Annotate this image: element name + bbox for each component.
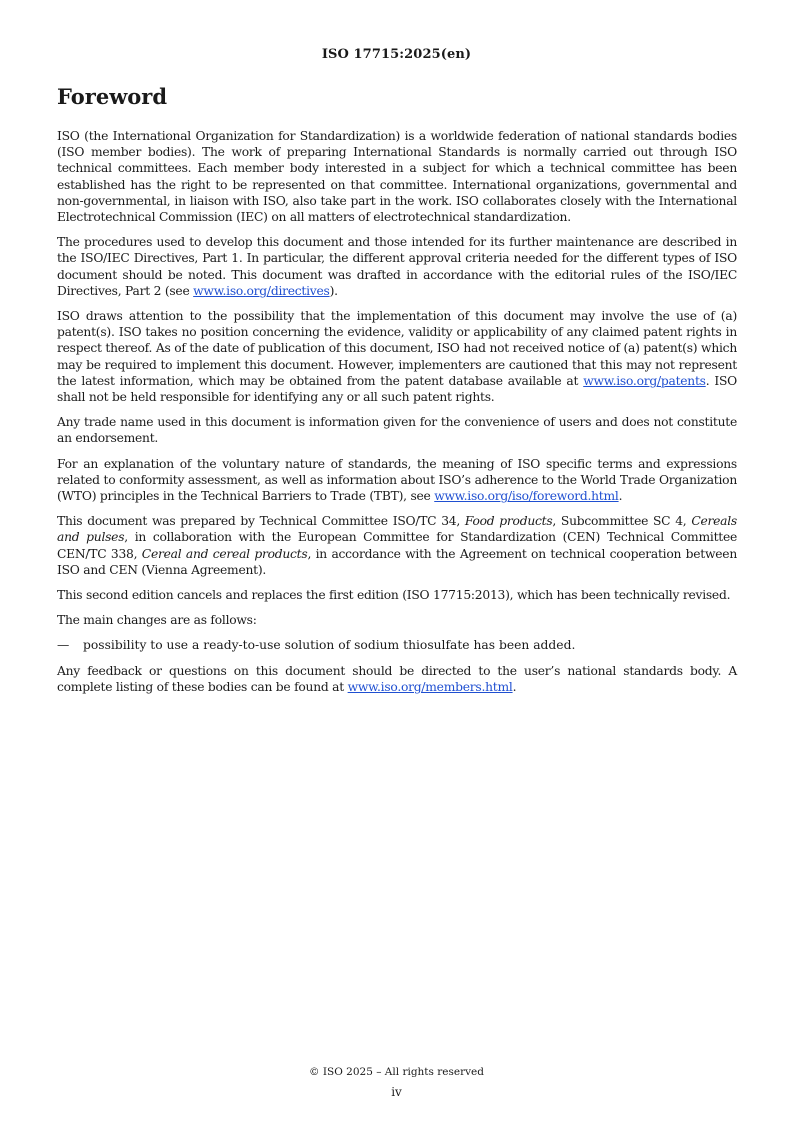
committee-text-c: , Subcommittee SC 4, bbox=[552, 514, 692, 529]
committee-text-g: , in accordance with the Agreement on technical cooperation between ISO and CEN (Vienna Agreement). bbox=[57, 546, 738, 577]
paragraph-feedback bbox=[57, 663, 737, 695]
paragraph-procedures bbox=[57, 234, 737, 299]
patents-link[interactable]: www.iso.org/patents bbox=[583, 373, 706, 388]
list-item-text: possibility to use a ready-to-use solution of sodium thiosulfate has been added. bbox=[83, 638, 576, 653]
page-number: iv bbox=[391, 1085, 402, 1099]
paragraph-trade-name: Any trade name used in this document is information given for the convenience of users and does not constitute an endorsement. bbox=[57, 415, 737, 446]
paragraph-patents bbox=[57, 308, 737, 405]
paragraph-iso-intro: ISO (the International Organization for Standardization) is a worldwide federation of national standards bodies (ISO member bodies). The work of preparing International Standards is normally carried out through ISO technical committees. Each member body interested in a subject for which a technical committee has been established has the right to be represented on that committee. International organizations, governmental and non-governmental, in liaison with ISO, also take part in the work. ISO collaborates closely with the International Electrotechnical Commission (IEC) on all matters of electrotechnical standardization. bbox=[57, 129, 737, 225]
paragraph-procedures-end: ). bbox=[329, 283, 338, 298]
foreword-body bbox=[57, 128, 737, 704]
committee-text-a: This document was prepared by Technical Committee ISO/TC 34, bbox=[57, 514, 465, 529]
paragraph-feedback-end: . bbox=[512, 679, 517, 694]
directives-link[interactable]: www.iso.org/directives bbox=[193, 283, 330, 298]
paragraph-procedures-text: The procedures used to develop this document and those intended for its further maintenance are described in the ISO/IEC Directives, Part 1. In particular, the different approval criteria needed for the different types of ISO document should be noted. This document was drafted in accordance with the editorial rules of the ISO/IEC Directives, Part 2 (see bbox=[57, 235, 737, 298]
paragraph-patents-end: . ISO shall not be held responsible for identifying any or all such patent rights. bbox=[57, 373, 737, 405]
page-title: Foreword bbox=[57, 84, 168, 109]
document-header: ISO 17715:2025(en) bbox=[321, 47, 472, 62]
foreword-link[interactable]: www.iso.org/iso/foreword.html bbox=[434, 489, 619, 504]
committee-text-e: , in collaboration with the European Committee for Standardization (CEN) Technical Committee CEN/TC 338, bbox=[57, 530, 738, 561]
paragraph-feedback-text: Any feedback or questions on this document should be directed to the user’s national standards body. A complete listing of these bodies can be found at bbox=[57, 663, 737, 694]
committee-cen-name: Cereal and cereal products bbox=[141, 546, 308, 561]
paragraph-voluntary-nature bbox=[57, 456, 737, 505]
list-dash: — bbox=[57, 638, 70, 653]
paragraph-patents-text: ISO draws attention to the possibility that the implementation of this document may involve the use of (a) patent(s). ISO takes no position concerning the evidence, validity or applicability of any claimed patent rights in respect thereof. As of the date of publication of this document, ISO had not received notice of (a) patent(s) which may be required to implement this document. However, implementers are cautioned that this may not represent the latest information, which may be obtained from the patent database available at bbox=[57, 309, 737, 388]
members-link[interactable]: www.iso.org/members.html bbox=[347, 679, 513, 694]
committee-tc-name: Food products bbox=[464, 514, 553, 529]
paragraph-committee bbox=[57, 513, 737, 578]
paragraph-voluntary-end: . bbox=[618, 489, 623, 504]
committee-sc-name: Cereals and pulses bbox=[57, 514, 737, 545]
copyright-footer: © ISO 2025 – All rights reserved bbox=[309, 1066, 484, 1078]
paragraph-edition: This second edition cancels and replaces the first edition (ISO 17715:2013), which has been technically revised. bbox=[57, 588, 731, 603]
paragraph-main-changes: The main changes are as follows: bbox=[57, 613, 257, 628]
list-item bbox=[57, 637, 737, 653]
paragraph-voluntary-text: For an explanation of the voluntary nature of standards, the meaning of ISO specific terms and expressions related to conformity assessment, as well as information about ISO’s adherence to the World Trade Organization (WTO) principles in the Technical Barriers to Trade (TBT), see bbox=[57, 456, 737, 504]
